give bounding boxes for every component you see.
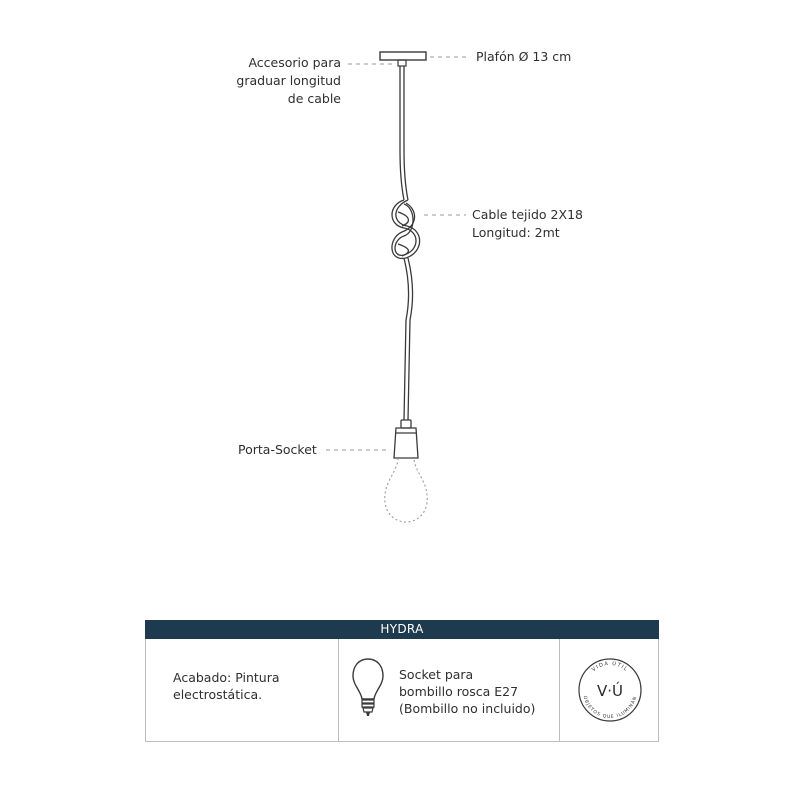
spec-cell-logo bbox=[560, 639, 658, 741]
vida-util-logo bbox=[576, 649, 644, 731]
light-bulb-icon bbox=[351, 657, 385, 721]
logo-top-text: VIDA ÚTIL bbox=[590, 660, 630, 674]
finish-text bbox=[173, 669, 280, 703]
label-cable-accessory-line3: de cable bbox=[287, 91, 341, 106]
label-cable bbox=[472, 206, 583, 242]
socket-holder bbox=[394, 420, 418, 458]
label-cable-accessory-line1: Accesorio para bbox=[248, 55, 341, 70]
socket-line1: Socket para bbox=[399, 667, 474, 682]
socket-line2: bombillo rosca E27 bbox=[399, 684, 519, 699]
socket-text bbox=[399, 666, 535, 717]
spec-table-title: HYDRA bbox=[145, 620, 659, 639]
label-cable-accessory bbox=[236, 54, 341, 108]
label-cable-line2: Longitud: 2mt bbox=[472, 225, 560, 240]
spec-table-body bbox=[145, 639, 659, 742]
cable-length-accessory bbox=[398, 60, 406, 66]
label-cable-line1: Cable tejido 2X18 bbox=[472, 207, 583, 222]
socket-line3: (Bombillo no incluido) bbox=[399, 701, 536, 716]
spec-cell-finish bbox=[146, 639, 339, 741]
logo-bottom-text: OBJETOS QUE ILUMINAN bbox=[581, 695, 639, 721]
logo-mark: V·Ú bbox=[596, 682, 624, 700]
label-socket-holder: Porta-Socket bbox=[238, 442, 317, 457]
bulb-outline bbox=[385, 458, 427, 522]
cable-knot bbox=[392, 200, 420, 258]
label-ceiling-plate: Plafón Ø 13 cm bbox=[476, 49, 572, 64]
ceiling-plate bbox=[380, 52, 426, 60]
spec-table bbox=[145, 620, 659, 742]
finish-line2: electrostática. bbox=[173, 687, 263, 702]
label-cable-accessory-line2: graduar longitud bbox=[236, 73, 341, 88]
finish-line1: Acabado: Pintura bbox=[173, 670, 280, 685]
spec-cell-socket bbox=[339, 639, 560, 741]
